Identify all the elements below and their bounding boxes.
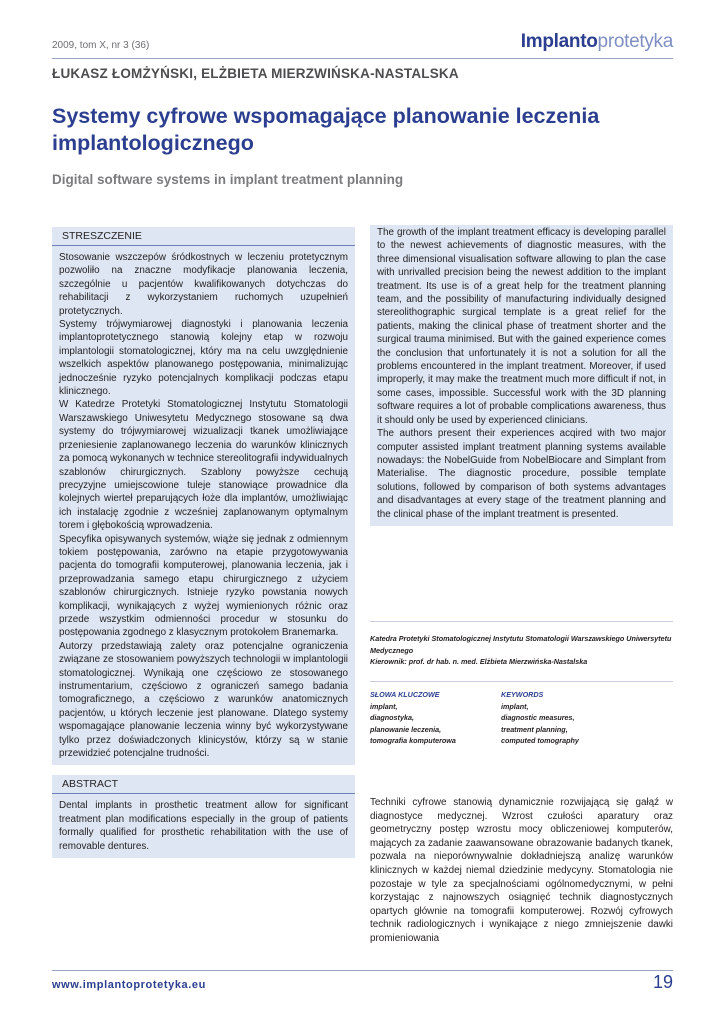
keywords-en	[501, 689, 641, 747]
footer-website-link[interactable]: www.implantoprotetyka.eu	[52, 979, 206, 991]
left-column	[52, 227, 355, 858]
affiliation-head: Kierownik: prof. dr hab. n. med. Elżbieta Mierzwińska-Nastalska	[370, 657, 588, 666]
keyword: implant,	[370, 701, 398, 711]
issue-info: 2009, tom X, nr 3 (36)	[52, 40, 150, 51]
abstract-heading: ABSTRACT	[52, 775, 355, 794]
logo-part-2: protetyka	[597, 31, 673, 52]
keyword: treatment planning,	[501, 724, 568, 734]
logo-part-1: Implanto	[520, 31, 598, 52]
abstract-paragraph: Dental implants in prosthetic treatment allow for significant treatment plan modifications especially in the group of patients formally qualified for prosthetic rehabilitation with the use of removable dentures.	[59, 800, 348, 852]
streszczenie-paragraph: Stosowanie wszczepów śródkostnych w leczeniu protetycznym pozwoliło na znaczne modyfikacje planowania leczenia, szczególnie u pacjentów kwalifikowanych dotychczas do rehabilitacji z wykorzystaniem ruchomych uzupełnień protetycznych.	[59, 252, 348, 317]
keyword: diagnostyka,	[370, 713, 414, 722]
affiliation	[370, 633, 673, 668]
keyword: computed tomography	[501, 736, 579, 745]
streszczenie-paragraph: Specyfika opisywanych systemów, wiąże się jednak z odmiennym tokiem postępowania, zarówno na etapie przygotowywania pacjenta do tomografii komputerowej, planowania leczenia, jak i przeprowadzania samego etapu chirurgicznego z użyciem szablonów chirurgicznych. Istnieje ryzyko powstania nowych komplikacji, wynikających z wyżej wymienionych różnic oraz przede wszystkim odmienności procedur w stosunku do postępowania zgodnego z klasycznym protokołem Branemarka.	[59, 533, 348, 639]
affiliation-department: Katedra Protetyki Stomatologicznej Instytutu Stomatologii Warszawskiego Uniwersytetu Medycznego	[370, 634, 672, 655]
streszczenie-paragraph: W Katedrze Protetyki Stomatologicznej Instytutu Stomatologii Warszawskiego Uniwesytetu Medycznego stosowane są dwa systemy do trójwymiarowej wizualizacji tkanek umożliwiające przeniesienie zaplanowanego leczenia do warunków klinicznych za pomocą wykonanych w technice stereolitografii indywidualnych szablonów chirurgicznych. Szablony powyższe cechują precyzyjne umiejscowione tuleje stanowiące prowadnice dla kolejnych wierteł preparujących łoże dla implantów, umożliwiając ich instalację zgodnie z wcześniej zaplanowanym optymalnym torem i głębokością wprowadzenia.	[59, 399, 348, 532]
affiliation-divider	[370, 621, 673, 622]
keyword: tomografia komputerowa	[370, 736, 456, 745]
body-paragraph: Techniki cyfrowe stanowią dynamicznie rozwijającą się gałąź w diagnostyce medycznej. Wzrost czułości aparatury oraz geometryczny postęp wzrostu mocy obliczeniowej komputerów, mających za zadanie zaawansowane obrazowanie badanych tkanek, pozwala na nieporównywalnie dokładniejszą analizę warunków klinicznych w każdej niemal dziedzinie medycyny. Stomatologia nie pozostaje w tyle za specjalnościami ogólnomedycznymi, w pełni korzystając z najnowszych osiągnięć technik diagnostycznych opartych głównie na tomografii komputerowej. Rozwój cyfrowych technik radiologicznych i wynikające z niego zmniejszenie dawki promieniowania	[370, 797, 673, 944]
streszczenie-paragraph: Systemy trójwymiarowej diagnostyki i planowania leczenia implantoprotetycznego stanowią kolejny etap w rozwoju implantologii stomatologicznej, który ma na celu uwzględnienie wszelkich aspektów planowanego postępowania, minimalizując jednocześnie ryzyko potencjalnych komplikacji podczas etapu klinicznego.	[59, 319, 348, 398]
keywords-en-heading: KEYWORDS	[501, 690, 544, 699]
right-column	[370, 225, 673, 526]
page-number: 19	[652, 972, 673, 992]
journal-logo	[521, 31, 673, 53]
keywords-pl	[370, 689, 510, 747]
abstract-paragraph: The authors present their experiences acqired with two major computer assisted implant treatment planning systems available nowadays: the NobelGuide from NobelBiocare and Simplant from Materialise. The diagnostic procedure, possible template solutions, followed by comparison of both systems advantages and disadvantages at every stage of the treatment planning and the clinical phase of the implant treatment is presented.	[377, 428, 666, 520]
streszczenie-box	[52, 246, 355, 765]
footer-divider	[52, 970, 673, 971]
abstract-box-continued	[370, 225, 673, 526]
header-divider	[52, 58, 673, 59]
streszczenie-paragraph: Autorzy przedstawiają zalety oraz potencjalne ograniczenia związane ze stosowaniem powyższych technologii w implantologii stomatologicznej. Wynikają one częściowo ze stosowanego instrumentarium, częściowo z ograniczeń samego badania tomograficznego, a częściowo z warunków anatomicznych pacjentów, u których leczenie jest planowane. Dlatego systemy wspomagające planowanie leczenia winny być wykorzystywane tylko przez doświadczonych klinicystów, którzy są w stanie przewidzieć potencjalne trudności.	[59, 640, 348, 760]
streszczenie-heading: STRESZCZENIE	[52, 227, 355, 246]
article-title: Systemy cyfrowe wspomagające planowanie leczenia implantologicznego	[52, 104, 600, 155]
abstract-box-start	[52, 794, 355, 858]
authors: ŁUKASZ ŁOMŻYŃSKI, ELŻBIETA MIERZWIŃSKA-NASTALSKA	[52, 66, 459, 81]
abstract-paragraph: The growth of the implant treatment efficacy is developing parallel to the newest achievements of diagnostic measures, with the three dimensional visualisation software allowing to plan the case with unrivalled precision being the newest addition to the implant treatment. Its use is of a great help for the treatment planning team, and the possibility of manufacturing individually designed stereolithographic surgical template is a great relief for the patients, making the clinical phase of treatment shorter and the surgical trauma minimised. But with the gained experience comes the conclusion that unfortunately it is not a solution for all the problems encountered in the implant treatment. Moreover, if used improperly, it may make the treatment much more difficult if not, in some cases, impossible. Successful work with the 3D planning software requires a lot of probable complications awareness, thus it should only be used by experienced clinicians.	[377, 227, 666, 426]
keywords-pl-heading: SŁOWA KLUCZOWE	[370, 690, 440, 699]
keywords-divider	[370, 681, 673, 682]
keyword: implant,	[501, 701, 529, 711]
body-text	[370, 796, 673, 946]
keyword: planowanie leczenia,	[370, 724, 442, 734]
keyword: diagnostic measures,	[501, 713, 575, 722]
article-subtitle: Digital software systems in implant treatment planning	[52, 172, 404, 187]
